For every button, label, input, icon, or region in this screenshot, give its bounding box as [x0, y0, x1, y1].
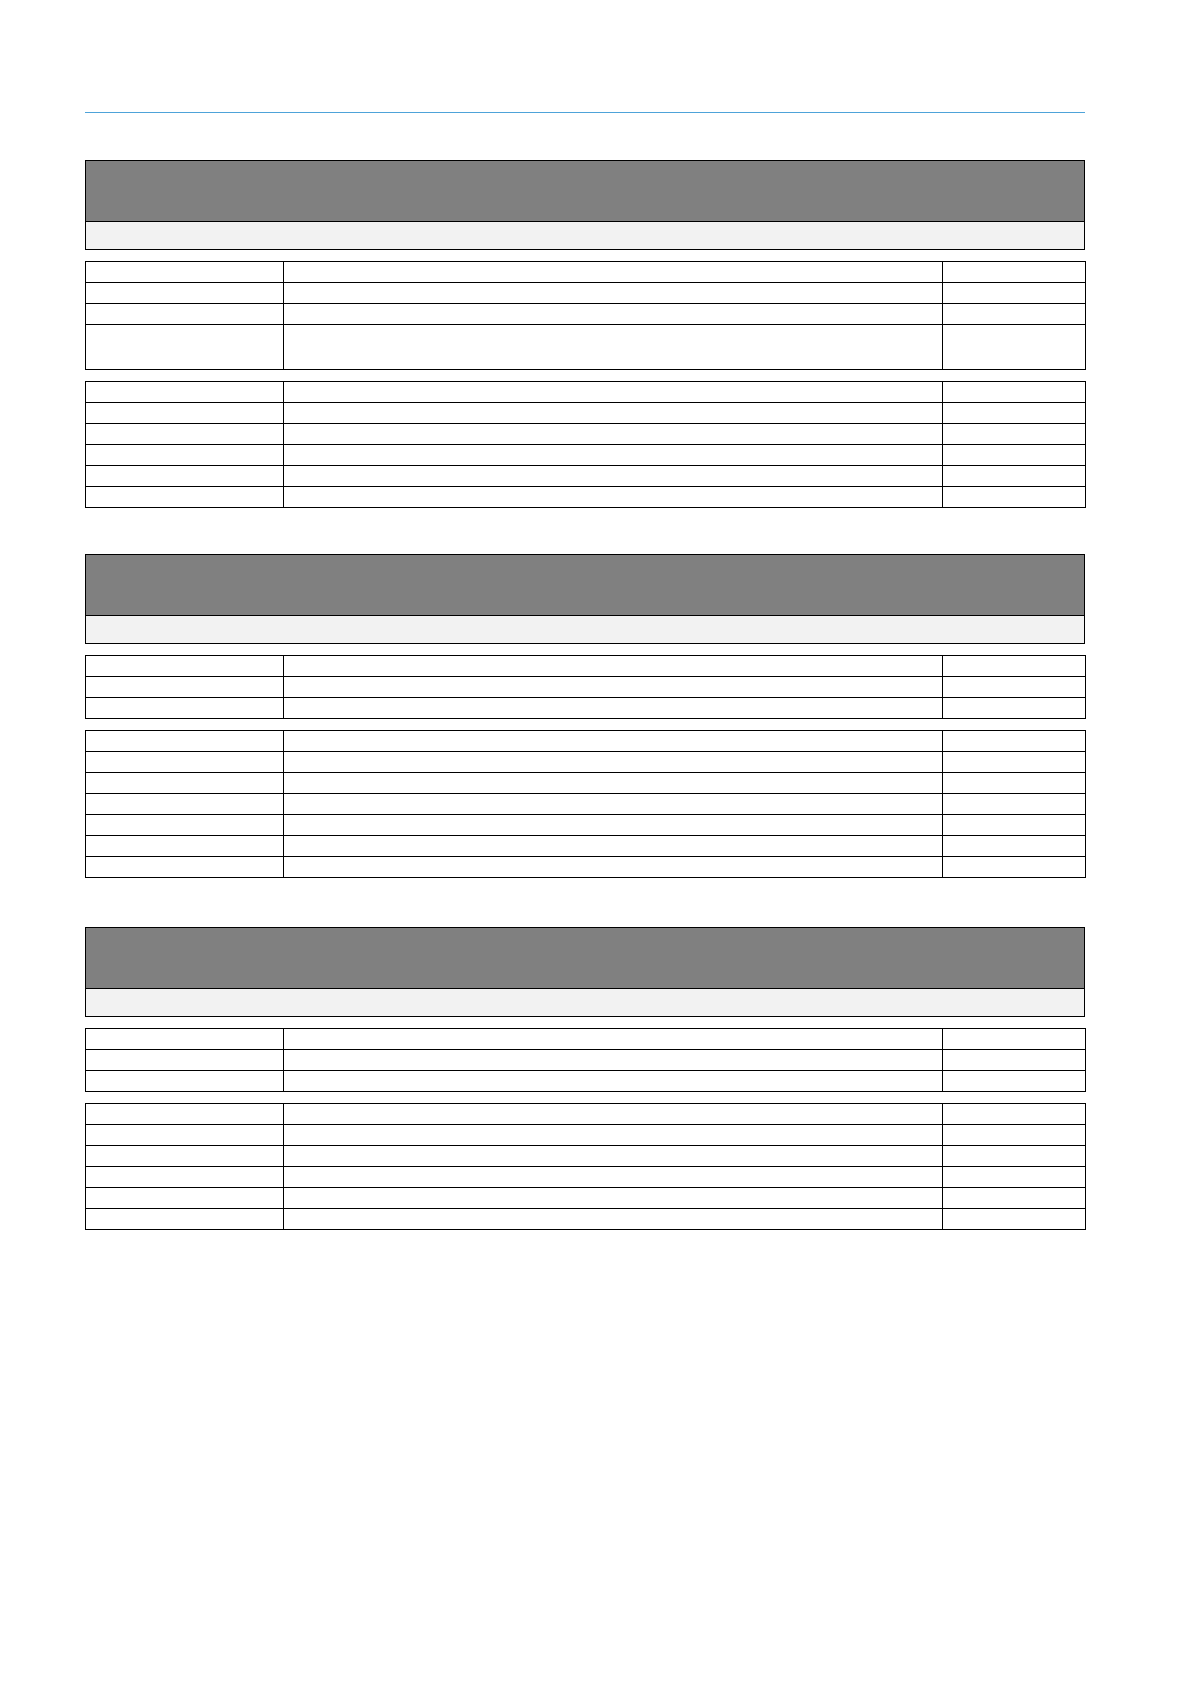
table-cell [86, 382, 284, 403]
table-cell [943, 1146, 1086, 1167]
table-cell [943, 1104, 1086, 1125]
table-cell [284, 262, 943, 283]
table-cell [943, 794, 1086, 815]
table-cell [86, 1071, 284, 1092]
table-cell [284, 857, 943, 878]
table-row [86, 424, 1086, 445]
table-cell [284, 815, 943, 836]
table-cell [943, 1188, 1086, 1209]
table-row [86, 1029, 1086, 1050]
table-row [86, 794, 1086, 815]
table-cell [86, 1125, 284, 1146]
section-banner [85, 160, 1085, 222]
table-cell [284, 304, 943, 325]
table-cell [86, 466, 284, 487]
table-cell [943, 325, 1086, 370]
table-cell [86, 487, 284, 508]
table-row [86, 304, 1086, 325]
section-3 [85, 927, 1085, 1230]
table-row [86, 1071, 1086, 1092]
table-row [86, 677, 1086, 698]
table-cell [86, 698, 284, 719]
table-cell [86, 325, 284, 370]
section-subheader [85, 616, 1085, 644]
table-cell [284, 698, 943, 719]
table-row [86, 1188, 1086, 1209]
table-cell [943, 445, 1086, 466]
table-cell [284, 1104, 943, 1125]
table-cell [284, 1125, 943, 1146]
section-table-b [85, 381, 1086, 508]
table-cell [284, 382, 943, 403]
table-cell [943, 466, 1086, 487]
table-cell [86, 424, 284, 445]
table-cell [284, 773, 943, 794]
section-table-a [85, 1028, 1086, 1092]
table-cell [284, 1146, 943, 1167]
table-cell [943, 1167, 1086, 1188]
table-row [86, 698, 1086, 719]
table-cell [284, 752, 943, 773]
section-subheader [85, 989, 1085, 1017]
table-row [86, 1050, 1086, 1071]
table-cell [943, 1071, 1086, 1092]
table-cell [943, 836, 1086, 857]
table-row [86, 773, 1086, 794]
section-subheader [85, 222, 1085, 250]
table-cell [86, 1050, 284, 1071]
table-row [86, 656, 1086, 677]
table-cell [86, 1209, 284, 1230]
section-2 [85, 554, 1085, 878]
table-row [86, 1167, 1086, 1188]
table-row [86, 857, 1086, 878]
table-cell [86, 836, 284, 857]
table-cell [86, 1188, 284, 1209]
table-cell [943, 382, 1086, 403]
table-cell [943, 698, 1086, 719]
table-cell [284, 445, 943, 466]
table-cell [943, 677, 1086, 698]
table-cell [943, 1029, 1086, 1050]
table-cell [943, 1050, 1086, 1071]
section-banner [85, 554, 1085, 616]
table-row [86, 1104, 1086, 1125]
table-row [86, 815, 1086, 836]
table-cell [284, 656, 943, 677]
table-row [86, 325, 1086, 370]
table-cell [284, 794, 943, 815]
section-table-a [85, 655, 1086, 719]
table-cell [284, 487, 943, 508]
table-cell [86, 1167, 284, 1188]
table-row [86, 403, 1086, 424]
table-cell [943, 262, 1086, 283]
table-cell [284, 836, 943, 857]
table-row [86, 1125, 1086, 1146]
table-cell [86, 262, 284, 283]
table-cell [943, 1209, 1086, 1230]
table-cell [86, 445, 284, 466]
table-cell [284, 283, 943, 304]
table-row [86, 466, 1086, 487]
table-cell [86, 794, 284, 815]
table-row [86, 836, 1086, 857]
table-cell [284, 403, 943, 424]
section-1 [85, 160, 1085, 508]
table-cell [86, 304, 284, 325]
table-cell [86, 857, 284, 878]
table-cell [86, 815, 284, 836]
section-banner [85, 927, 1085, 989]
table-cell [86, 1029, 284, 1050]
table-cell [943, 424, 1086, 445]
table-row [86, 731, 1086, 752]
table-row [86, 283, 1086, 304]
section-table-b [85, 730, 1086, 878]
table-cell [86, 1146, 284, 1167]
table-cell [943, 752, 1086, 773]
table-cell [943, 731, 1086, 752]
table-cell [86, 656, 284, 677]
table-cell [86, 283, 284, 304]
table-cell [943, 773, 1086, 794]
table-cell [284, 1188, 943, 1209]
table-cell [86, 677, 284, 698]
table-cell [284, 325, 943, 370]
table-cell [943, 656, 1086, 677]
section-table-b [85, 1103, 1086, 1230]
table-cell [943, 815, 1086, 836]
table-row [86, 487, 1086, 508]
table-cell [943, 487, 1086, 508]
table-row [86, 752, 1086, 773]
table-cell [284, 1209, 943, 1230]
table-cell [284, 1071, 943, 1092]
table-cell [284, 1029, 943, 1050]
table-row [86, 382, 1086, 403]
section-table-a [85, 261, 1086, 370]
table-cell [284, 1167, 943, 1188]
table-row [86, 1146, 1086, 1167]
table-cell [284, 731, 943, 752]
table-cell [86, 773, 284, 794]
table-cell [284, 677, 943, 698]
table-cell [284, 1050, 943, 1071]
table-cell [86, 752, 284, 773]
table-cell [943, 304, 1086, 325]
table-cell [86, 403, 284, 424]
table-cell [943, 283, 1086, 304]
table-cell [284, 424, 943, 445]
table-cell [943, 857, 1086, 878]
table-cell [943, 1125, 1086, 1146]
header-rule [85, 112, 1085, 113]
table-cell [86, 1104, 284, 1125]
table-cell [284, 466, 943, 487]
table-row [86, 445, 1086, 466]
table-row [86, 262, 1086, 283]
table-cell [86, 731, 284, 752]
table-row [86, 1209, 1086, 1230]
table-cell [943, 403, 1086, 424]
